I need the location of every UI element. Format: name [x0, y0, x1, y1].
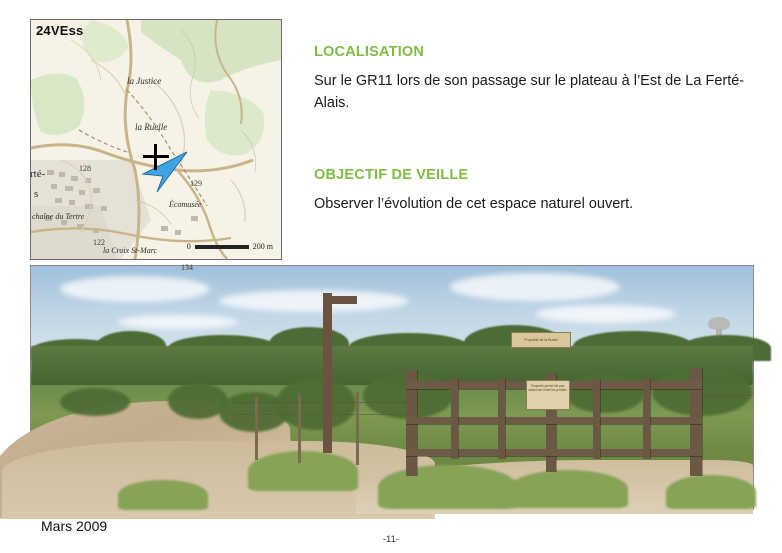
fence-wire [702, 395, 753, 396]
cloud [118, 315, 238, 329]
grass-tuft [118, 480, 208, 510]
location-map [30, 19, 282, 272]
map-number-134: 134 [181, 263, 193, 272]
section-objectif-body: Observer l’évolution de cet espace naturel ouvert. [314, 195, 634, 212]
scrub-bush [60, 388, 130, 416]
map-scale-max: 200 m [252, 242, 273, 251]
map-label-ecomusee: Écomusée [169, 200, 202, 209]
gate-placard-notice: Propriété privée Ne pas stationner entre les portails [526, 380, 570, 410]
cloud [536, 305, 676, 323]
photo-scene [31, 266, 753, 509]
fence-wire [233, 414, 406, 415]
section-objectif-de-veille [314, 167, 754, 215]
scrub-bush [276, 378, 356, 430]
map-label-ferte-second-line: s [34, 188, 39, 200]
fence-post [298, 395, 301, 463]
map-code-label: 24VEss [36, 23, 84, 38]
grass-tuft [248, 451, 358, 491]
map-label-la-justice: la Justice [127, 76, 162, 86]
grass-tuft [508, 470, 628, 508]
section-objectif-heading: OBJECTIF DE VEILLE [314, 166, 469, 183]
map-label-la-ruelle: la Ruelle [135, 122, 168, 132]
gate-slat [643, 379, 650, 459]
text-column [314, 44, 754, 215]
cloud [60, 276, 210, 302]
map-site-cross-marker [143, 144, 169, 170]
map-number-122: 122 [93, 238, 105, 247]
map-scale-zero: 0 [186, 242, 191, 251]
gate-slat [498, 379, 505, 459]
map-scale-bar [187, 242, 273, 251]
section-localisation [314, 44, 754, 115]
map-number-129: 129 [190, 179, 202, 188]
grass-tuft [666, 475, 756, 509]
wooden-signpost-arm [323, 296, 357, 304]
wooden-signpost [323, 293, 332, 453]
fence-post [356, 392, 359, 465]
section-localisation-heading: LOCALISATION [314, 44, 425, 60]
section-localisation-body: Sur le GR11 lors de son passage sur le plateau à l’Est de La Ferté-Alais. [314, 73, 745, 112]
fence-wire [233, 402, 406, 403]
gate-slat [451, 379, 458, 459]
photo-date-label: Mars 2009 [41, 518, 108, 534]
map-label-la-croix-st-marc: la Croix St-Marc [103, 246, 158, 255]
map-label-ferte: rté- [30, 168, 46, 180]
gate-slat [593, 379, 600, 459]
gate-placard-title: Propriété de la Ruelle [511, 332, 571, 348]
map-number-128: 128 [79, 164, 91, 173]
page-number: -11- [382, 534, 400, 545]
map-scale-line [195, 245, 249, 249]
site-photograph [30, 265, 754, 510]
map-label-chaine-du-tertre: chaîne du Tertre [32, 212, 85, 221]
fence-post [255, 397, 258, 460]
map-canvas [31, 20, 281, 259]
grass-tuft [378, 465, 518, 509]
